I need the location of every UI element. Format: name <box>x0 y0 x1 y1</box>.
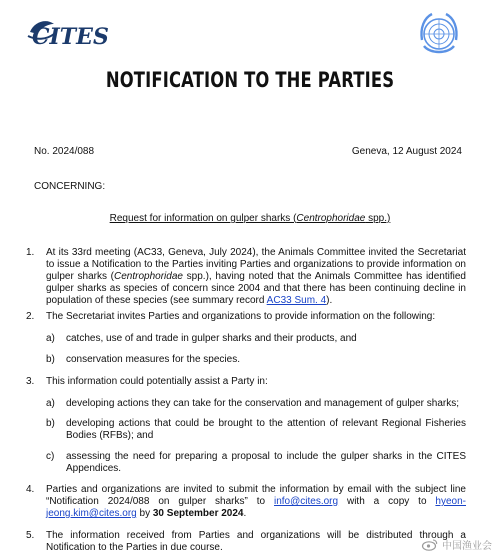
concerning-label: CONCERNING: <box>34 181 106 192</box>
list-item-3a <box>46 398 466 410</box>
cites-logo <box>24 10 109 50</box>
subject-suffix: spp.) <box>365 213 391 224</box>
paragraph-number: 5. <box>26 530 35 541</box>
p3-text: This information could potentially assist a Party in: <box>46 376 268 387</box>
paragraph-number: 1. <box>26 247 35 258</box>
list-letter: a) <box>46 333 55 344</box>
un-emblem-icon <box>414 10 464 60</box>
place-date: Geneva, 12 August 2024 <box>351 146 462 157</box>
paragraph-2 <box>26 311 466 323</box>
list-letter: c) <box>46 451 55 462</box>
paragraph-number: 4. <box>26 484 35 495</box>
p2-text: The Secretariat invites Parties and organizations to provide information on the following: <box>46 311 436 322</box>
list-item-text: conservation measures for the species. <box>66 354 240 365</box>
deadline-date: 30 September 2024 <box>152 508 244 519</box>
list-item-text: developing actions that could be brought to the attention of relevant Regional Fisheries Bodies (RFBs); and <box>66 418 466 441</box>
list-letter: b) <box>46 354 55 365</box>
list-item-3b <box>46 418 466 442</box>
subject-prefix: Request for information on gulper sharks ( <box>109 213 297 224</box>
list-letter: b) <box>46 418 55 429</box>
weibo-icon <box>422 538 438 551</box>
info-email-link[interactable]: info@cites.org <box>274 496 339 507</box>
p5-text: The information received from Parties and organizations will be distributed through a Notification to the Parties in due course. <box>46 530 466 553</box>
paragraph-3 <box>26 376 466 388</box>
watermark-text: 中国渔业会 <box>442 541 492 552</box>
p1-taxon: Centrophoridae <box>114 271 183 282</box>
p1-text-2: spp.), having noted that the Animals Committee has identified gulper sharks as species of concern since 2004 and that there has been continuing decline in population of these species (see summary record <box>46 271 466 306</box>
paragraph-number: 3. <box>26 376 35 387</box>
list-item-2a <box>46 333 466 345</box>
list-item-2b <box>46 354 466 366</box>
paragraph-4 <box>26 484 466 520</box>
paragraph-number: 2. <box>26 311 35 322</box>
paragraph-5 <box>26 530 466 554</box>
cites-logo-text: CITES <box>32 24 109 50</box>
summary-record-link[interactable]: AC33 Sum. 4 <box>266 295 327 306</box>
p4-text-1: Parties and organizations are invited to submit the information by email with the subject line “Notification 2024/088 on gulper sharks” to <box>46 484 466 507</box>
p4-text-2: with a copy to <box>338 496 436 507</box>
subject-taxon: Centrophoridae <box>296 213 366 224</box>
contact-email-link[interactable]: hyeon-jeong.kim@cites.org <box>46 496 466 519</box>
p4-text-3: by <box>136 508 153 519</box>
list-item-text: developing actions they can take for the conservation and management of gulper sharks; <box>66 398 460 409</box>
list-item-text: catches, use of and trade in gulper sharks and their products, and <box>66 333 357 344</box>
notification-number: No. 2024/088 <box>34 146 95 157</box>
p4-text-4: . <box>243 508 247 519</box>
p1-text-1: At its 33rd meeting (AC33, Geneva, July 2024), the Animals Committee invited the Secretariat to issue a Notification to the Parties inviting Parties and organizations to provide information on gulper sharks ( <box>46 247 466 282</box>
watermark <box>422 537 492 552</box>
list-letter: a) <box>46 398 55 409</box>
page-title: NOTIFICATION TO THE PARTIES <box>105 68 395 92</box>
list-item-text: assessing the need for preparing a proposal to include the gulper sharks in the CITES Appendices. <box>66 451 466 474</box>
paragraph-1 <box>26 247 466 307</box>
p1-text-3: ). <box>326 295 333 306</box>
list-item-3c <box>46 451 466 475</box>
subject-line <box>0 213 500 224</box>
